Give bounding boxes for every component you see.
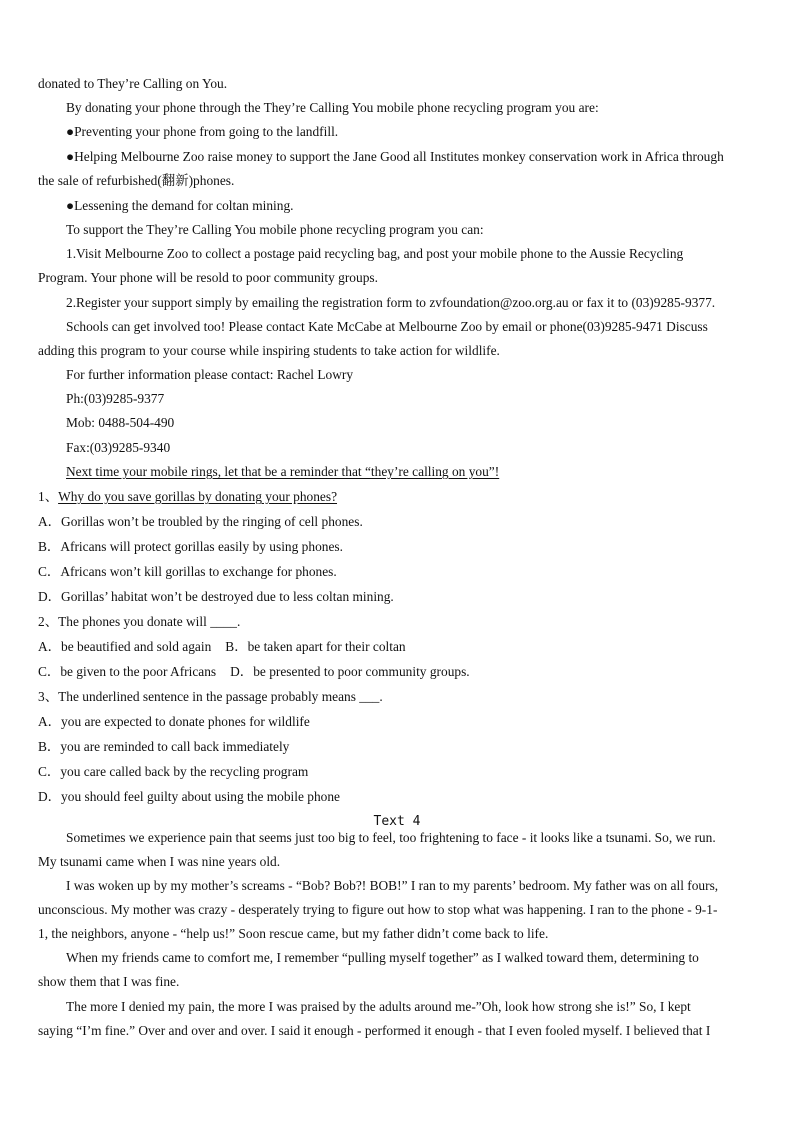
paragraph-line: Sometimes we experience pain that seems just too big to feel, too frightening to face - it looks like a tsunami. So, we run. (66, 830, 716, 845)
underlined-sentence: Next time your mobile rings, let that be a reminder that “they’re calling on you”! (66, 464, 500, 479)
option-d: D．Gorillas’ habitat won’t be destroyed due to less coltan mining. (38, 589, 394, 604)
option-a: A．be beautified and sold again (38, 639, 212, 654)
option-d: D．be presented to poor community groups. (230, 664, 470, 679)
option-b: B．be taken apart for their coltan (225, 639, 406, 654)
paragraph-line: 1, the neighbors, anyone - “help us!” Soon rescue came, but my father didn’t come back to life. (38, 926, 549, 941)
step-item: 2.Register your support simply by emailing the registration form to zvfoundation@zoo.org.au or fax it to (03)9285-9377. (66, 295, 716, 310)
paragraph-line: unconscious. My mother was crazy - desperately trying to figure out how to stop what was happening. I ran to the phone - 9-1- (38, 902, 718, 917)
section-title: Text 4 (373, 814, 421, 829)
step-item-continued: Program. Your phone will be resold to poor community groups. (38, 270, 378, 285)
option-a: A．Gorillas won’t be troubled by the ringing of cell phones. (38, 514, 363, 529)
option-d: D．you should feel guilty about using the mobile phone (38, 789, 340, 804)
contact-line: For further information please contact: Rachel Lowry (66, 367, 354, 382)
option-c: C．Africans won’t kill gorillas to exchange for phones. (38, 564, 337, 579)
option-b: B．you are reminded to call back immediately (38, 739, 290, 754)
paragraph-line: When my friends came to comfort me, I remember “pulling myself together” as I walked toward them, determining to (66, 950, 699, 965)
question-text: Why do you save gorillas by donating your phones? (58, 489, 338, 504)
paragraph-line: The more I denied my pain, the more I was praised by the adults around me-”Oh, look how strong she is!” So, I kept (66, 999, 691, 1014)
contact-phone: Ph:(03)9285-9377 (66, 391, 165, 406)
option-c: C．be given to the poor Africans (38, 664, 217, 679)
contact-mobile: Mob: 0488-504-490 (66, 415, 175, 430)
passage-line: Schools can get involved too! Please contact Kate McCabe at Melbourne Zoo by email or phone(03)9285-9471 Discuss (66, 319, 708, 334)
question-3: 3、The underlined sentence in the passage probably means ___. (38, 689, 383, 704)
passage-line: To support the They’re Calling You mobile phone recycling program you can: (66, 222, 484, 237)
paragraph-line: saying “I’m fine.” Over and over and over. I said it enough - performed it enough - that I even fooled myself. I believed that I (38, 1023, 711, 1038)
paragraph-line: My tsunami came when I was nine years old. (38, 854, 281, 869)
passage-line: adding this program to your course while inspiring students to take action for wildlife. (38, 343, 500, 358)
option-a: A．you are expected to donate phones for wildlife (38, 714, 310, 729)
question-2: 2、The phones you donate will ____. (38, 614, 241, 629)
step-item: 1.Visit Melbourne Zoo to collect a postage paid recycling bag, and post your mobile phone to the Aussie Recycling (66, 246, 684, 261)
bullet-item: ●Lessening the demand for coltan mining. (66, 198, 294, 213)
contact-fax: Fax:(03)9285-9340 (66, 440, 171, 455)
bullet-item: ●Helping Melbourne Zoo raise money to support the Jane Good all Institutes monkey conservation work in Africa through (66, 149, 724, 164)
paragraph-line: show them that I was fine. (38, 974, 180, 989)
bullet-item: ●Preventing your phone from going to the landfill. (66, 124, 339, 139)
question-number: 1、 (38, 489, 59, 504)
question-1 (38, 488, 337, 506)
option-c: C．you care called back by the recycling program (38, 764, 309, 779)
options-row (38, 663, 470, 681)
options-row (38, 638, 406, 656)
passage-line: By donating your phone through the They’re Calling You mobile phone recycling program you are: (66, 100, 599, 115)
bullet-item-continued: the sale of refurbished(翻新)phones. (38, 173, 235, 188)
paragraph-line: I was woken up by my mother’s screams - “Bob? Bob?! BOB!” I ran to my parents’ bedroom. My father was on all fours, (66, 878, 719, 893)
option-b: B．Africans will protect gorillas easily by using phones. (38, 539, 343, 554)
passage-line: donated to They’re Calling on You. (38, 76, 228, 91)
